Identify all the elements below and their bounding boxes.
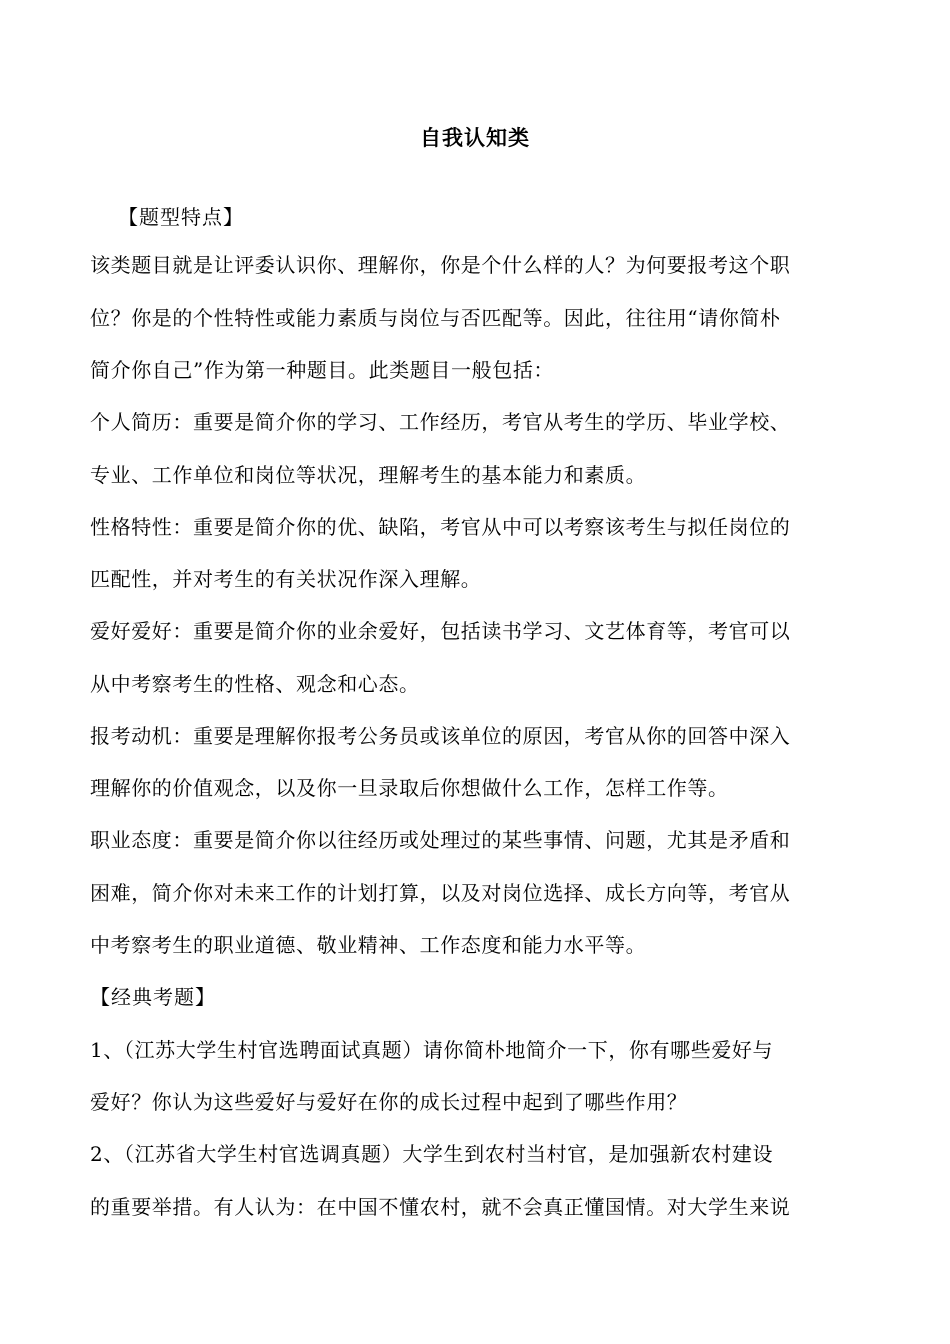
paragraph-line: 从中考察考生的性格、观念和心态。 xyxy=(90,672,420,696)
paragraph-line: 爱好爱好：重要是简介你的业余爱好，包括读书学习、文艺体育等，考官可以 xyxy=(90,619,791,643)
question-line: 1、（江苏大学生村官选聘面试真题）请你简朴地简介一下，你有哪些爱好与 xyxy=(90,1038,774,1062)
paragraph-line: 困难，简介你对未来工作的计划打算，以及对岗位选择、成长方向等，考官从 xyxy=(90,881,791,905)
paragraph-line: 中考察考生的职业道德、敬业精神、工作态度和能力水平等。 xyxy=(90,933,647,957)
paragraph-line: 报考动机：重要是理解你报考公务员或该单位的原因，考官从你的回答中深入 xyxy=(90,724,791,748)
paragraph-line: 简介你自己”作为第一种题目。此类题目一般包括： xyxy=(90,358,555,382)
paragraph-line: 该类题目就是让评委认识你、理解你，你是个什么样的人？为何要报考这个职 xyxy=(90,253,791,277)
paragraph-line: 匹配性，并对考生的有关状况作深入理解。 xyxy=(90,567,482,591)
paragraph-line: 个人简历：重要是简介你的学习、工作经历，考官从考生的学历、毕业学校、 xyxy=(90,410,791,434)
paragraph-line: 职业态度：重要是简介你以往经历或处理过的某些事情、问题，尤其是矛盾和 xyxy=(90,828,791,852)
question-line: 的重要举措。有人认为：在中国不懂农村，就不会真正懂国情。对大学生来说 xyxy=(90,1195,791,1219)
question-line: 2、（江苏省大学生村官选调真题）大学生到农村当村官，是加强新农村建设 xyxy=(90,1142,774,1166)
question-line: 爱好？你认为这些爱好与爱好在你的成长过程中起到了哪些作用？ xyxy=(90,1090,688,1114)
section-heading-features: 【题型特点】 xyxy=(118,205,244,229)
paragraph-line: 位？你是的个性特性或能力素质与岗位与否匹配等。因此，往往用“请你简朴 xyxy=(90,306,781,330)
page-title: 自我认知类 xyxy=(420,125,530,150)
paragraph-line: 专业、工作单位和岗位等状况，理解考生的基本能力和素质。 xyxy=(90,463,647,487)
paragraph-line: 性格特性：重要是简介你的优、缺陷，考官从中可以考察该考生与拟任岗位的 xyxy=(90,515,791,539)
paragraph-line: 理解你的价值观念，以及你一旦录取后你想做什么工作，怎样工作等。 xyxy=(90,776,729,800)
section-heading-classic-questions: 【经典考题】 xyxy=(90,985,216,1009)
